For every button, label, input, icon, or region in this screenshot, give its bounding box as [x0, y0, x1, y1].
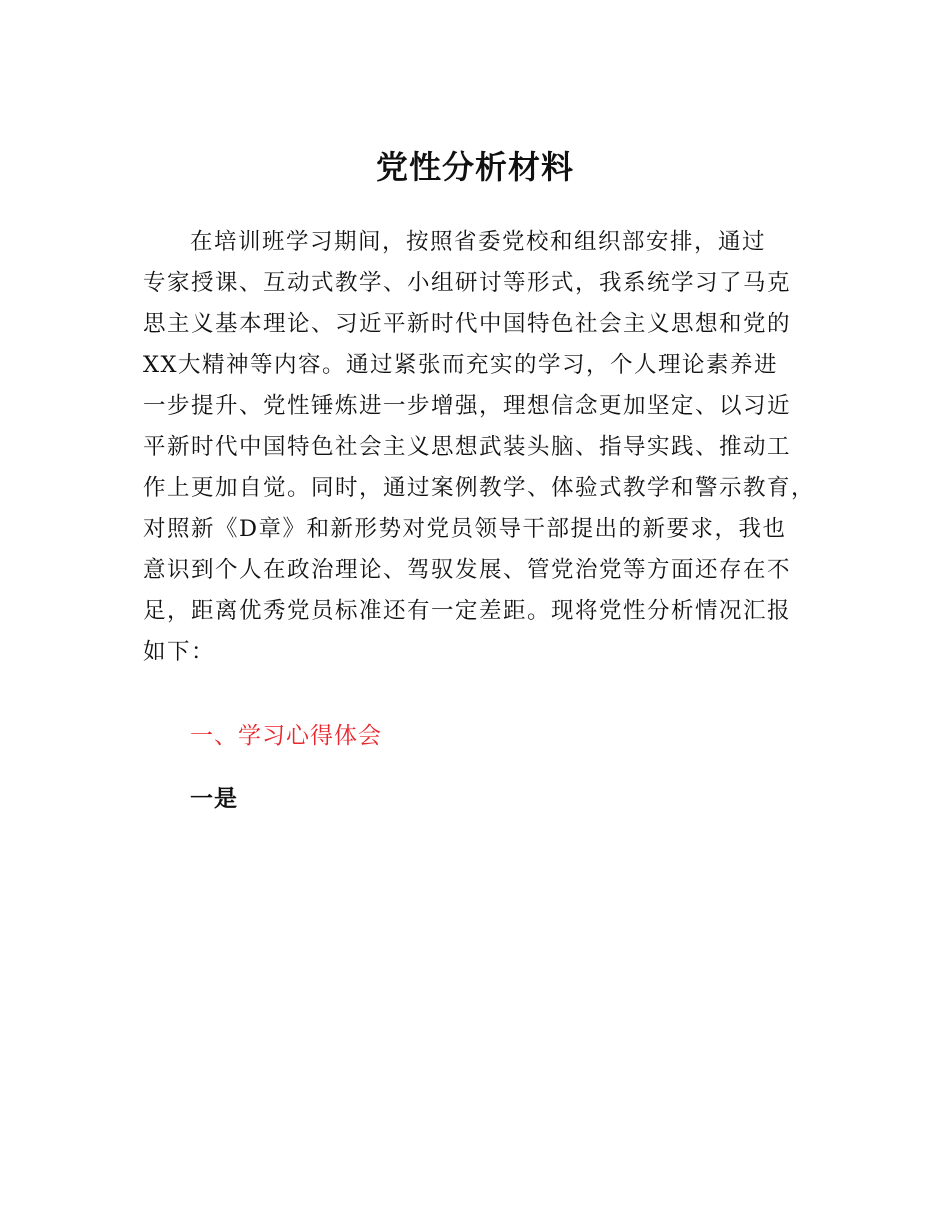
paragraph-line: 意识到个人在政治理论、驾驭发展、管党治党等方面还存在不	[143, 557, 792, 583]
paragraph-line: 对照新《D章》和新形势对党员领导干部提出的新要求，我也	[143, 516, 787, 542]
paragraph-line: 足，距离优秀党员标准还有一定差距。现将党性分析情况汇报	[143, 598, 792, 624]
paragraph-line: 平新时代中国特色社会主义思想武装头脑、指导实践、推动工	[143, 434, 792, 460]
paragraph-line: 专家授课、互动式教学、小组研讨等形式，我系统学习了马克	[143, 270, 792, 296]
first-point-label: 一是	[190, 786, 238, 812]
paragraph-line: 思主义基本理论、习近平新时代中国特色社会主义思想和党的	[143, 311, 792, 337]
paragraph-line: 如下：	[143, 639, 216, 665]
document-title: 党性分析材料	[375, 148, 574, 186]
paragraph-line: 在培训班学习期间，按照省委党校和组织部安排，通过	[190, 229, 767, 255]
paragraph-line: 一步提升、党性锤炼进一步增强，理想信念更加坚定、以习近	[143, 393, 792, 419]
intro-paragraph	[143, 222, 833, 673]
paragraph-line: XX大精神等内容。通过紧张而充实的学习，个人理论素养进	[143, 352, 779, 378]
section-heading: 一、学习心得体会	[190, 723, 382, 749]
paragraph-line: 作上更加自觉。同时，通过案例教学、体验式教学和警示教育，	[143, 475, 816, 501]
